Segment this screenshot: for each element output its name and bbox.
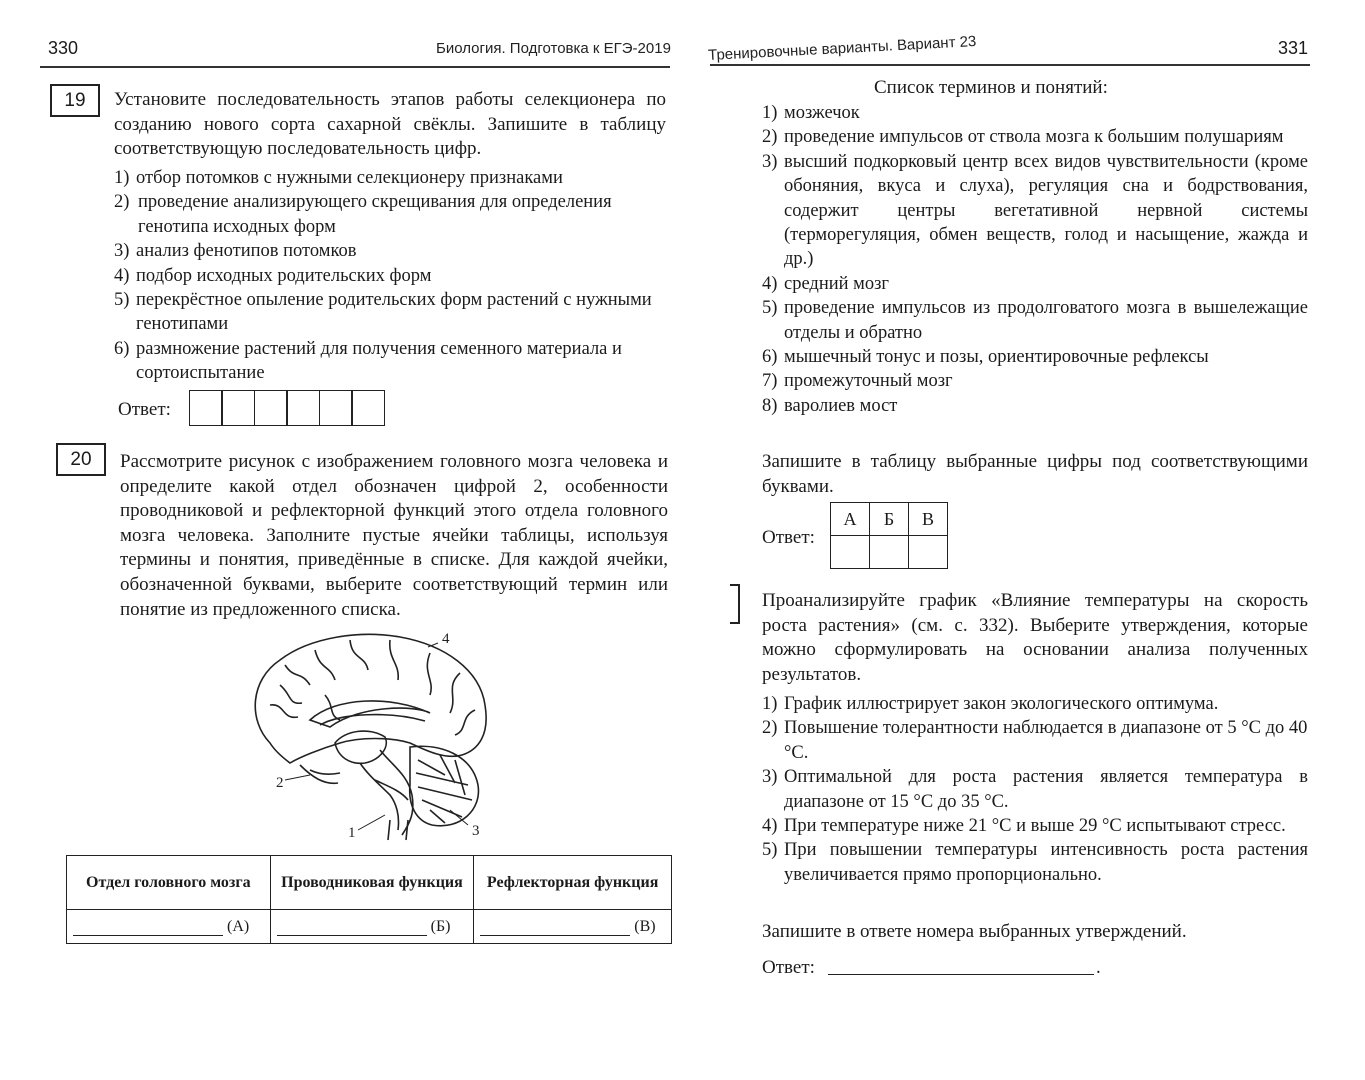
table-header: Рефлекторная функция [474,856,672,910]
header-rule [710,64,1310,66]
list-item: 3) высший подкорковый центр всех видов чувствительности (кроме обоняния, вкуса и слуха), регуляция сна и бодрствования, содержит центры вегетативной нервной системы (терморегуляция, обмен веществ, голод и насыщение, жажда и др.) [762,151,1308,270]
answer-cell[interactable] [909,536,948,569]
table-cell[interactable]: (Б) [270,910,474,944]
answer-cell[interactable] [319,390,353,426]
list-item: 6) мышечный тонус и позы, ориентировочные рефлексы [762,347,1209,368]
table-header: Б [870,503,909,536]
answer-cell[interactable] [286,390,320,426]
table-header: Проводниковая функция [270,856,474,910]
question-number-box [730,584,740,624]
figure-label: 2 [276,775,284,791]
abv-answer-table [830,502,948,569]
write-instruction: Запишите в ответе номера выбранных утверждений. [762,921,1187,942]
header-rule [40,66,670,68]
list-item: 3) Оптимальной для роста растения является температура в диапазоне от 15 °С до 35 °С. [762,767,1308,812]
list-item: 1) График иллюстрирует закон экологического оптимума. [762,694,1219,714]
brain-figure [240,625,500,845]
question-21-text: Проанализируйте график «Влияние температуры на скорость роста растения» (см. с. 332). Выберите утверждения, которые можно сформулировать на основании анализа полученных результатов. [762,590,1308,685]
answer-cell[interactable] [351,390,385,426]
running-title: Тренировочные варианты. Вариант 23 [707,32,977,65]
answer-cell[interactable] [831,536,870,569]
answer-period: . [1096,957,1101,978]
list-item: 8) варолиев мост [762,395,898,416]
answer-cell[interactable] [870,536,909,569]
question-19-text: Установите последовательность этапов работы селекционера по созданию нового сорта сахарной свёклы. Запишите в таблицу соответствующую последовательность цифр. [114,89,666,160]
table-cell[interactable]: (В) [474,910,672,944]
function-table [66,855,672,944]
running-title: Биология. Подготовка к ЕГЭ-2019 [436,40,671,57]
list-item: 4) средний мозг [762,273,890,294]
answer-cell[interactable] [189,390,223,426]
list-item: 5) перекрёстное опыление родительских форм растений с нужными генотипами [114,290,652,335]
answer-cell[interactable] [254,390,288,426]
question-20-text: Рассмотрите рисунок с изображением головного мозга человека и определите какой отдел обозначен цифрой 2, особенности проводниковой и рефлекторной функций этого отдела головного мозга человека. Заполните пустые ячейки таблицы, используя термины и понятия, приведённые в списке. Для каждой ячейки, обозначенной буквами, выберите соответствующий термин или понятие из предложенного списка. [120,451,668,620]
list-item: 1) отбор потомков с нужными селекционеру признаками [114,168,563,188]
question-21-options [762,692,1308,887]
terms-list [762,101,1308,418]
list-item: 7) промежуточный мозг [762,371,953,392]
list-item: 2) проведение импульсов от ствола мозга к большим полушариям [762,127,1284,148]
table-header: А [831,503,870,536]
list-item: 4) подбор исходных родительских форм [114,265,432,286]
list-item: 2) Повышение толерантности наблюдается в диапазоне от 5 °С до 40 °С. [762,718,1308,763]
write-instruction: Запишите в таблицу выбранные цифры под соответствующими буквами. [762,451,1308,497]
answer-label: Ответ: [118,399,171,420]
answer-input-line[interactable] [828,974,1094,975]
answer-cell[interactable] [221,390,255,426]
list-item: 6) размножение растений для получения семенного материала и сортоиспытание [114,338,622,384]
table-cell[interactable]: (А) [67,910,271,944]
list-item: 3) анализ фенотипов потомков [114,241,357,262]
list-item: 2) проведение анализирующего скрещивания для определения генотипа исходных форм [114,192,612,237]
terms-title: Список терминов и понятий: [874,77,1108,98]
figure-label: 3 [472,823,480,839]
question-19-options [114,166,666,386]
list-item: 5) При повышении температуры интенсивность роста растения увеличивается прямо пропорционально. [762,840,1308,885]
answer-label: Ответ: [762,527,815,548]
answer-label: Ответ: [762,957,815,978]
question-number-box: 20 [56,443,106,476]
answer-grid[interactable] [190,390,385,426]
page-number: 330 [48,38,79,58]
table-header: Отдел головного мозга [67,856,271,910]
question-number-box: 19 [50,84,100,117]
list-item: 5) проведение импульсов из продолговатого мозга в вышележащие отделы и обратно [762,298,1308,343]
page-number: 331 [1278,38,1309,58]
list-item: 1) мозжечок [762,103,860,123]
figure-label: 4 [442,631,450,647]
table-header: В [909,503,948,536]
list-item: 4) При температуре ниже 21 °С и выше 29 °С испытывают стресс. [762,816,1286,837]
right-page [690,0,1365,1080]
figure-label: 1 [348,825,356,841]
